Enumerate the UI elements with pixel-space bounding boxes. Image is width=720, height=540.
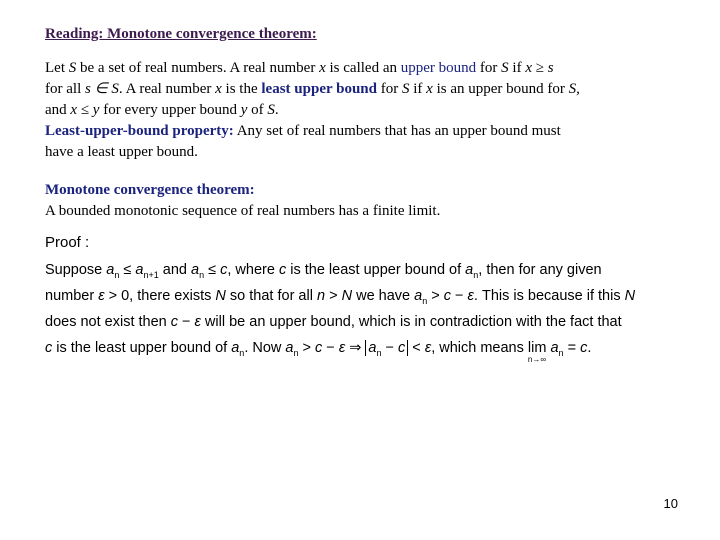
definition-line-2: for all s ∈ S. A real number x is the least upper bound for S if x is an upper bound for S, (45, 81, 580, 97)
theorem-label: Monotone convergence theorem: (45, 182, 255, 198)
lub-property-line-2: have a least upper bound. (45, 144, 198, 160)
proof-title: Proof : (45, 234, 90, 251)
term-upper-bound: upper bound (400, 60, 477, 76)
heading: Reading: Monotone convergence theorem: (45, 26, 317, 42)
proof-line-3: does not exist then c − ε will be an upper bound, which is in contradiction with the fact that (45, 314, 622, 330)
lub-property-line-1: Least-upper-bound property: Any set of real numbers that has an upper bound must (45, 123, 561, 139)
definition-line-3: and x ≤ y for every upper bound y of S. (45, 102, 279, 118)
limit-operator: lim n→∞ (527, 340, 547, 364)
theorem-block (45, 180, 705, 222)
page-number: 10 (663, 496, 678, 511)
proof-line-4: c is the least upper bound of $a_n$. Now $a_n > c - \varepsilon$ ⇒ $a_n - c < \varepsilon$, which means lim n→∞ $a_n = c$. (45, 340, 592, 364)
term-least-upper-bound: least upper bound (261, 81, 377, 97)
absolute-value: $a_n - c$ (365, 340, 408, 356)
definition-paragraph (45, 58, 705, 163)
proof-line-2: number ε > 0, there exists N so that for all n > N we have $a_n > c - \varepsilon$. This is because if this N (45, 288, 636, 306)
theorem-statement: A bounded monotonic sequence of real numbers has a finite limit. (45, 203, 441, 219)
lub-property-label: Least-upper-bound property: (45, 123, 234, 139)
definition-line-1: Let S be a set of real numbers. A real number x is called an upper bound for S if x ≥ s (45, 60, 554, 76)
proof-line-1: Suppose $a_n \le a_{n+1}$ and $a_n \le c$, where c is the least upper bound of $a_n$, then for any given (45, 262, 602, 280)
